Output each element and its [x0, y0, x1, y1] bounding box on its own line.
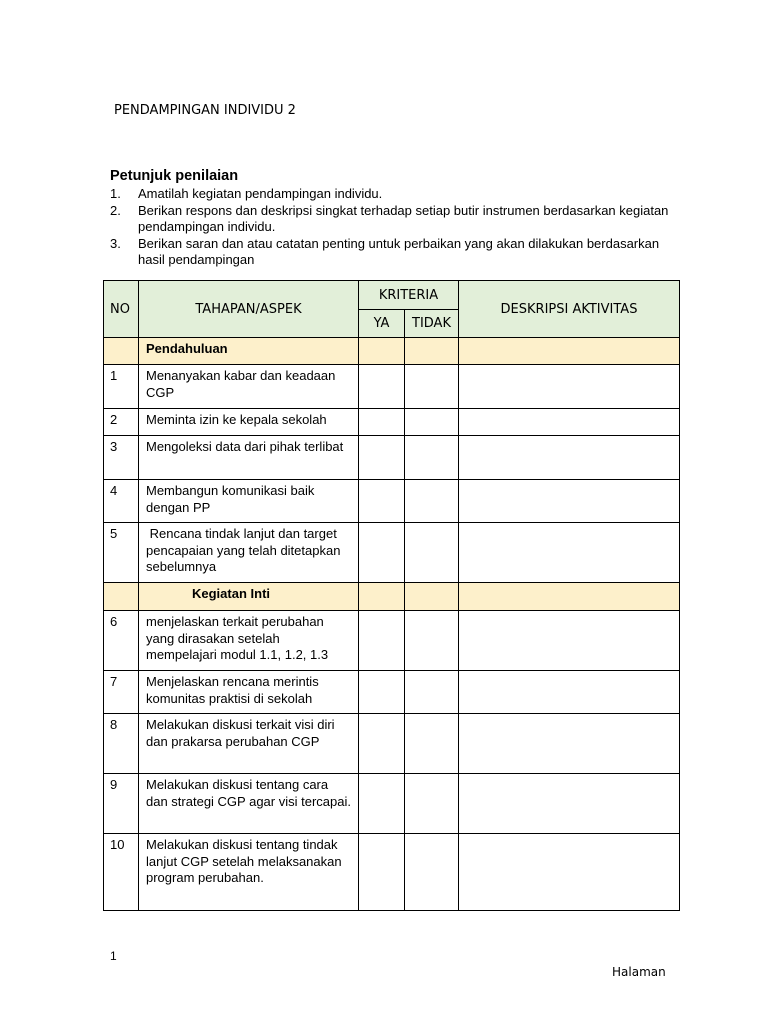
yes-cell[interactable] [359, 774, 405, 834]
guide-list [110, 186, 670, 269]
table-row [104, 774, 680, 834]
header-description: DESKRIPSI AKTIVITAS [459, 281, 680, 338]
no-cell[interactable] [405, 436, 459, 480]
table-row [104, 409, 680, 436]
page-number: 1 [110, 949, 117, 963]
table-row [104, 714, 680, 774]
description-cell[interactable] [459, 774, 680, 834]
description-cell[interactable] [459, 714, 680, 774]
row-aspect: Meminta izin ke kepala sekolah [139, 409, 359, 436]
description-cell[interactable] [459, 436, 680, 480]
section-cell [405, 583, 459, 611]
yes-cell[interactable] [359, 436, 405, 480]
no-cell[interactable] [405, 834, 459, 911]
description-cell[interactable] [459, 409, 680, 436]
row-number: 7 [104, 671, 139, 714]
header-criteria: KRITERIA [359, 281, 459, 310]
guide-item-text: Berikan respons dan deskripsi singkat terhadap setiap butir instrumen berdasarkan kegiatan pendampingan individu. [138, 202, 669, 234]
description-cell[interactable] [459, 671, 680, 714]
description-cell[interactable] [459, 480, 680, 523]
row-number: 4 [104, 480, 139, 523]
section-cell [359, 583, 405, 611]
section-cell [104, 583, 139, 611]
guide-item [110, 236, 670, 269]
description-cell[interactable] [459, 834, 680, 911]
row-number: 3 [104, 436, 139, 480]
header-yes: YA [359, 310, 405, 338]
yes-cell[interactable] [359, 523, 405, 583]
yes-cell[interactable] [359, 714, 405, 774]
yes-cell[interactable] [359, 671, 405, 714]
no-cell[interactable] [405, 523, 459, 583]
header-aspect: TAHAPAN/ASPEK [139, 281, 359, 338]
document-title: PENDAMPINGAN INDIVIDU 2 [114, 103, 296, 118]
yes-cell[interactable] [359, 611, 405, 671]
table-row [104, 834, 680, 911]
row-aspect: Mengoleksi data dari pihak terlibat [139, 436, 359, 480]
row-number: 8 [104, 714, 139, 774]
table-row [104, 365, 680, 409]
row-aspect: Melakukan diskusi tentang cara dan strategi CGP agar visi tercapai. [139, 774, 359, 834]
row-number: 2 [104, 409, 139, 436]
yes-cell[interactable] [359, 409, 405, 436]
row-number: 10 [104, 834, 139, 911]
section-cell [459, 583, 680, 611]
no-cell[interactable] [405, 365, 459, 409]
guide-item-number: 3. [110, 235, 121, 251]
no-cell[interactable] [405, 671, 459, 714]
guide-item [110, 203, 670, 236]
row-aspect: Menanyakan kabar dan keadaan CGP [139, 365, 359, 409]
table-row [104, 611, 680, 671]
guide-item-number: 2. [110, 202, 121, 218]
row-number: 5 [104, 523, 139, 583]
no-cell[interactable] [405, 409, 459, 436]
header-no: NO [104, 281, 139, 338]
assessment-table [103, 280, 680, 911]
guide-item-text: Berikan saran dan atau catatan penting untuk perbaikan yang akan dilakukan berdasarkan hasil pendampingan [138, 235, 660, 267]
table-row [104, 436, 680, 480]
description-cell[interactable] [459, 365, 680, 409]
table-row [104, 671, 680, 714]
row-aspect: Melakukan diskusi terkait visi diri dan prakarsa perubahan CGP [139, 714, 359, 774]
section-cell [104, 338, 139, 365]
row-aspect: Membangun komunikasi baik dengan PP [139, 480, 359, 523]
row-aspect: Melakukan diskusi tentang tindak lanjut CGP setelah melaksanakan program perubahan. [139, 834, 359, 911]
row-aspect: Rencana tindak lanjut dan target pencapaian yang telah ditetapkan sebelumnya [139, 523, 359, 583]
description-cell[interactable] [459, 611, 680, 671]
yes-cell[interactable] [359, 834, 405, 911]
section-row [104, 338, 680, 365]
section-row [104, 583, 680, 611]
yes-cell[interactable] [359, 365, 405, 409]
header-no-option: TIDAK [405, 310, 459, 338]
description-cell[interactable] [459, 523, 680, 583]
footer-label: Halaman [612, 965, 666, 979]
guide-item [110, 186, 670, 203]
row-aspect: menjelaskan terkait perubahan yang dirasakan setelah mempelajari modul 1.1, 1.2, 1.3 [139, 611, 359, 671]
no-cell[interactable] [405, 480, 459, 523]
section-cell [459, 338, 680, 365]
row-number: 9 [104, 774, 139, 834]
table-row [104, 480, 680, 523]
section-cell [359, 338, 405, 365]
section-label: Pendahuluan [139, 338, 359, 365]
yes-cell[interactable] [359, 480, 405, 523]
guide-heading: Petunjuk penilaian [110, 168, 239, 184]
row-aspect: Menjelaskan rencana merintis komunitas praktisi di sekolah [139, 671, 359, 714]
no-cell[interactable] [405, 611, 459, 671]
table-row [104, 523, 680, 583]
row-number: 1 [104, 365, 139, 409]
section-cell [405, 338, 459, 365]
guide-item-text: Amatilah kegiatan pendampingan individu. [138, 186, 383, 201]
row-number: 6 [104, 611, 139, 671]
section-label: Kegiatan Inti [139, 583, 359, 611]
no-cell[interactable] [405, 774, 459, 834]
no-cell[interactable] [405, 714, 459, 774]
guide-item-number: 1. [110, 186, 121, 201]
